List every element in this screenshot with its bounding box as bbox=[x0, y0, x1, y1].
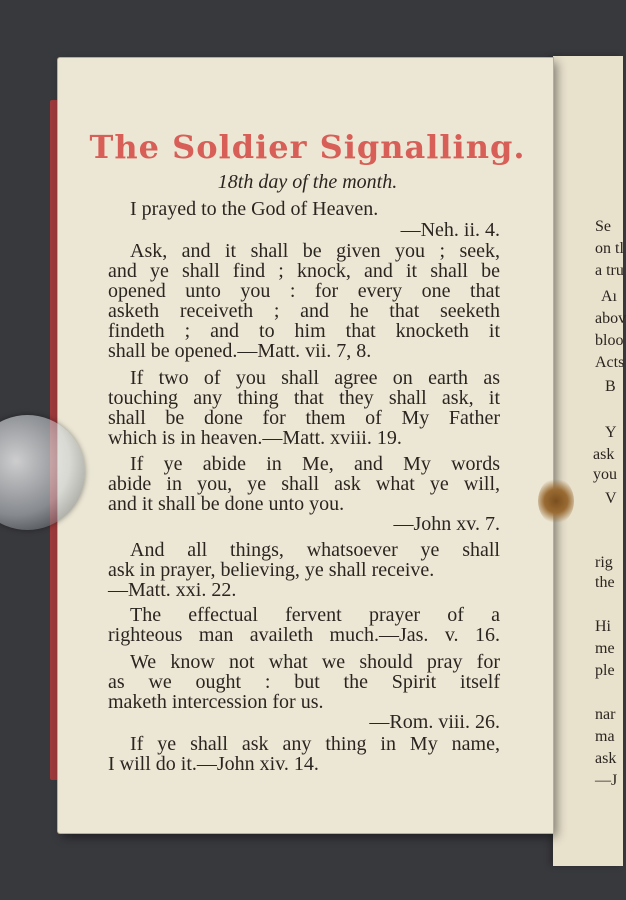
foxing-stain bbox=[538, 478, 574, 524]
text-line: ask in prayer, believing, ye shall receive. bbox=[108, 559, 435, 581]
text-line: abide in you, ye shall ask what ye will, bbox=[108, 473, 500, 495]
text-line: I prayed to the God of Heaven. bbox=[130, 198, 379, 220]
facing-text-line: ple bbox=[595, 662, 615, 679]
text-line: as we ought : but the Spirit itself bbox=[108, 671, 500, 693]
reference-line: —Rom. viii. 26. bbox=[369, 711, 500, 733]
facing-text-line: ask bbox=[593, 446, 615, 463]
text-line: If ye shall ask any thing in My name, bbox=[130, 733, 500, 755]
text-line: and ye shall find ; knock, and it shall be bbox=[108, 260, 500, 282]
facing-text-line: you bbox=[593, 466, 617, 483]
text-line: and it shall be done unto you. bbox=[108, 493, 345, 515]
facing-text-line: nar bbox=[595, 706, 616, 723]
facing-text-line: B bbox=[605, 378, 616, 395]
text-line: opened unto you : for every one that bbox=[108, 280, 500, 302]
text-line: maketh intercession for us. bbox=[108, 691, 324, 713]
facing-text-line: Hi bbox=[595, 618, 611, 635]
reference-line: —John xv. 7. bbox=[393, 513, 500, 535]
text-line: which is in heaven.—Matt. xviii. 19. bbox=[108, 427, 402, 449]
page-subtitle: 18th day of the month. bbox=[217, 171, 398, 193]
facing-text-line: Acts bbox=[595, 354, 625, 371]
text-line: I will do it.—John xiv. 14. bbox=[108, 753, 319, 775]
facing-text-line: me bbox=[595, 640, 615, 657]
text-line: We know not what we should pray for bbox=[130, 651, 500, 673]
facing-text-line: a tru bbox=[595, 262, 624, 279]
text-line: The effectual fervent prayer of a bbox=[130, 604, 500, 626]
text-line: shall be opened.—Matt. vii. 7, 8. bbox=[108, 340, 372, 362]
facing-text-line: Aı bbox=[601, 288, 617, 305]
text-line: righteous man availeth much.—Jas. v. 16. bbox=[108, 624, 500, 646]
facing-text-line: Se bbox=[595, 218, 611, 235]
facing-text-line: bloo bbox=[595, 332, 624, 349]
facing-text-line: —J bbox=[595, 772, 618, 789]
text-line: —Matt. xxi. 22. bbox=[108, 579, 237, 601]
text-line: If two of you shall agree on earth as bbox=[130, 367, 500, 389]
reference-line: —Neh. ii. 4. bbox=[400, 219, 500, 241]
text-line: findeth ; and to him that knocketh it bbox=[108, 320, 500, 342]
text-line: Ask, and it shall be given you ; seek, bbox=[130, 240, 500, 262]
facing-text-line: Y bbox=[605, 424, 617, 441]
facing-text-line: the bbox=[595, 574, 615, 591]
text-line: touching any thing that they shall ask, it bbox=[108, 387, 500, 409]
facing-text-line: V bbox=[605, 490, 617, 507]
text-line: If ye abide in Me, and My words bbox=[130, 453, 500, 475]
page-title: The Soldier Signalling. bbox=[89, 128, 526, 166]
facing-text-line: ask bbox=[595, 750, 617, 767]
text-line: asketh receiveth ; and he that seeketh bbox=[108, 300, 500, 322]
facing-text-line: ma bbox=[595, 728, 615, 745]
text-line: And all things, whatsoever ye shall bbox=[130, 539, 500, 561]
facing-text-line: abov bbox=[595, 310, 626, 327]
facing-text-line: on tl bbox=[595, 240, 624, 257]
facing-text-line: rig bbox=[595, 554, 613, 571]
text-line: shall be done for them of My Father bbox=[108, 407, 500, 429]
